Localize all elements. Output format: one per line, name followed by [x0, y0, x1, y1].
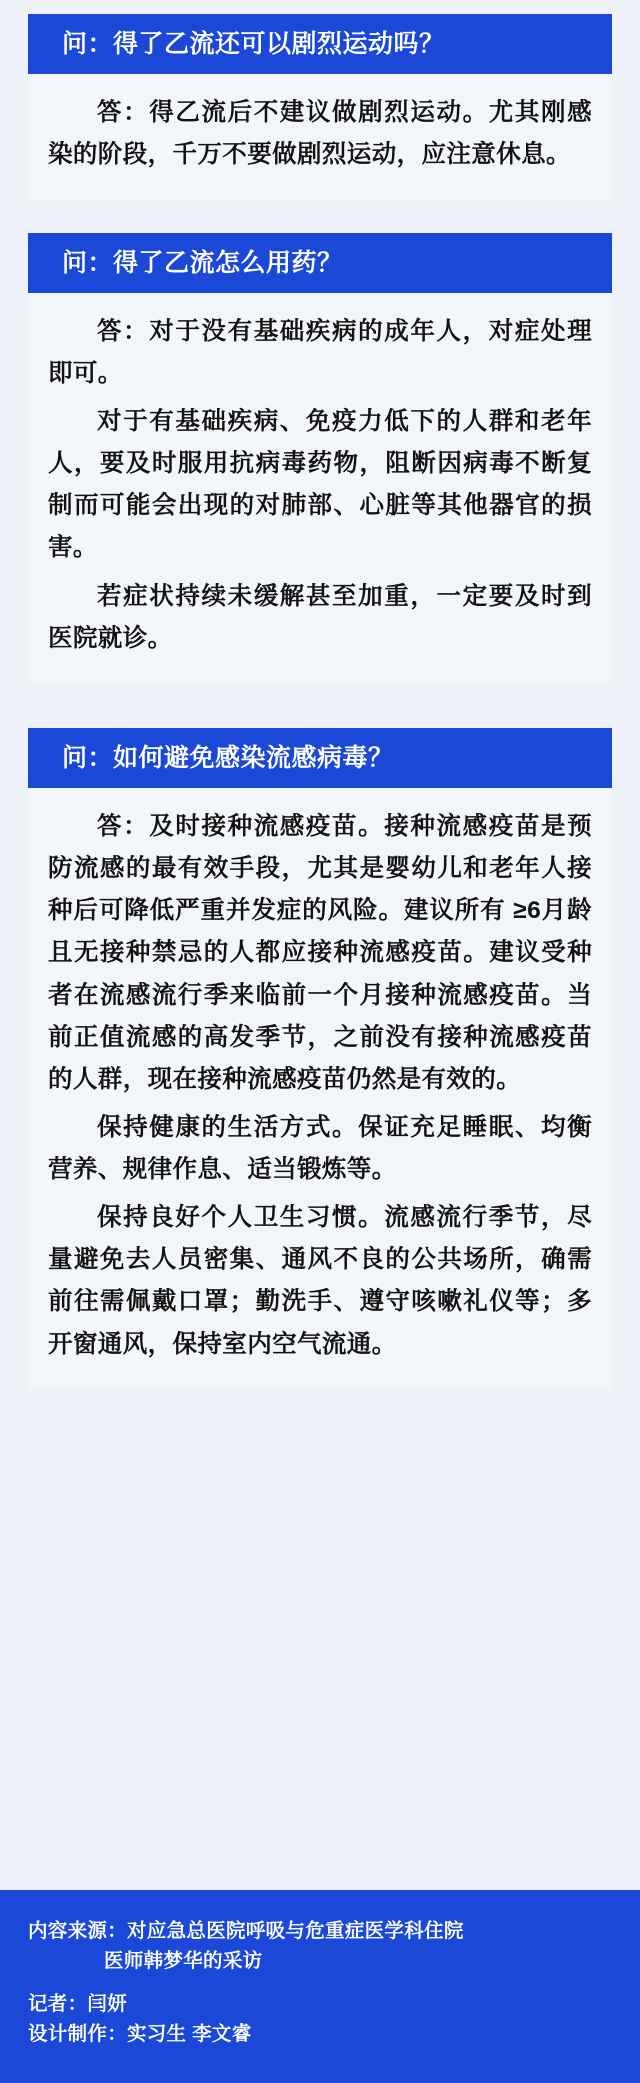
block-gap-3 [0, 1388, 640, 1434]
answer-body-3 [28, 788, 612, 1388]
footer-gap [28, 1977, 612, 1989]
answer-body-1 [28, 74, 612, 198]
credits-footer [0, 1890, 640, 2083]
answer-body-2 [28, 293, 612, 682]
reporter-line: 记者：闫妍 [28, 1992, 128, 2015]
question-heading-1: 问：得了乙流还可以剧烈运动吗？ [28, 14, 612, 74]
question-heading-2: 问：得了乙流怎么用药？ [28, 233, 612, 293]
question-heading-3: 问：如何避免感染流感病毒？ [28, 728, 612, 788]
answer-paragraph: 答：对于没有基础疾病的成年人，对症处理即可。 [48, 317, 592, 387]
source-label: 内容来源： [28, 1920, 128, 1943]
answer-paragraph: 答：得乙流后不建议做剧烈运动。尤其刚感染的阶段，千万不要做剧烈运动，应注意休息。 [48, 99, 592, 169]
qa-block-2 [28, 233, 612, 682]
top-spacer [0, 0, 640, 14]
qa-block-3 [28, 728, 612, 1388]
answer-paragraph: 答：及时接种流感疫苗。接种流感疫苗是预防流感的最有效手段，尤其是婴幼儿和老年人接种后可降低严重并发症的风险。建议所有 ≥6月龄且无接种禁忌的人都应接种流感疫苗。建议受种者在流感流行季来临前一个月接种流感疫苗。当前正值流感的高发季节，之前没有接种流感疫苗的人群，现在接种流感疫苗仍然是有效的。 [48, 813, 592, 1093]
answer-paragraph: 若症状持续未缓解甚至加重，一定要及时到医院就诊。 [48, 582, 592, 652]
block-gap-1 [0, 199, 640, 233]
answer-paragraph: 对于有基础疾病、免疫力低下的人群和老年人，要及时服用抗病毒药物，阻断因病毒不断复制而可能会出现的对肺部、心脏等其他器官的损害。 [48, 408, 592, 562]
source-line [28, 1916, 612, 1946]
designer-line: 设计制作：实习生 李文睿 [28, 2022, 252, 2045]
source-line-continued: 医师韩梦华的采访 [104, 1950, 263, 1973]
answer-paragraph: 保持健康的生活方式。保证充足睡眠、均衡营养、规律作息、适当锻炼等。 [48, 1113, 592, 1183]
qa-block-1 [28, 14, 612, 199]
block-gap-2 [0, 682, 640, 728]
source-text: 对应急总医院呼吸与危重症医学科住院 [127, 1920, 464, 1943]
answer-paragraph: 保持良好个人卫生习惯。流感流行季节，尽量避免去人员密集、通风不良的公共场所，确需前往需佩戴口罩；勤洗手、遵守咳嗽礼仪等；多开窗通风，保持室内空气流通。 [48, 1204, 592, 1358]
